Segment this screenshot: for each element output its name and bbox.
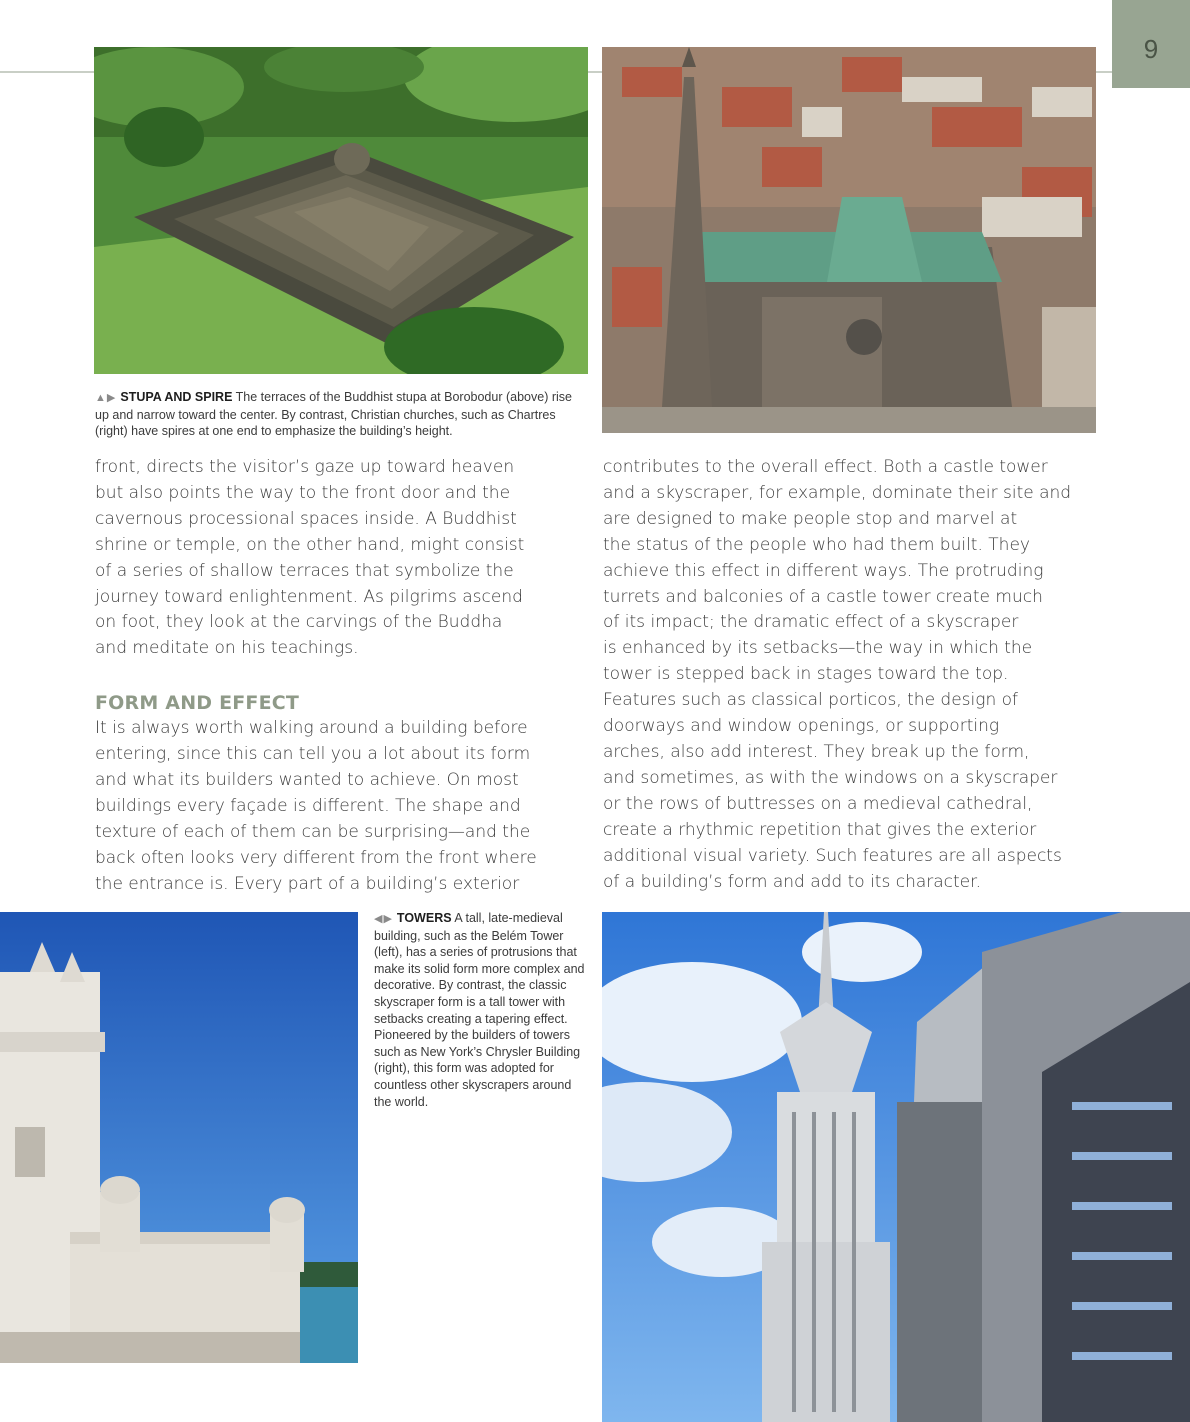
caption-arrows-icon: ◀▶ [374, 913, 393, 925]
page-number: 9 [1143, 34, 1159, 64]
caption-text: A tall, late-medieval building, such as the Belém Tower (left), has a series of protrusions that make its solid form more complex and decorative. By contrast, the classic skyscraper form is a tall tower with setbacks creating a tapering effect. Pioneered by the builders of towers such as New York’s Chrysler Building (right), this form was adopted for countless other skyscrapers around the world. [374, 911, 585, 1109]
page-number-tab [1112, 0, 1190, 88]
caption-arrows-icon: ▲▶ [95, 392, 117, 404]
left-column [95, 455, 565, 898]
left-paragraph-1: front, directs the visitor’s gaze up toward heaven but also points the way to the front door and the cavernous processional spaces inside. A Buddhist shrine or temple, on the other hand, might consist of a series of shallow terraces that symbolize the journey toward enlightenment. As pilgrims ascend on foot, they look at the carvings of the Buddha and meditate on his teachings. [95, 457, 525, 659]
caption-title: STUPA AND SPIRE [120, 390, 233, 404]
chrysler-building-photo [602, 912, 1190, 1422]
stupa-caption [95, 389, 575, 440]
left-paragraph-2: It is always worth walking around a building before entering, since this can tell you a lot about its form and what its builders wanted to achieve. On most buildings every façade is different. The shape and texture of each of them can be surprising—and the back often looks very different from the front where the entrance is. Every part of a building’s exterior [95, 718, 537, 894]
caption-title: TOWERS [396, 911, 452, 925]
borobudur-photo [94, 47, 588, 374]
caption-text: The terraces of the Buddhist stupa at Borobodur (above) rise up and narrow toward the center. By contrast, Christian churches, such as Chartres (right) have spires at one end to emphasize the building’s height. [95, 390, 572, 439]
chartres-photo [602, 47, 1096, 433]
right-paragraph: contributes to the overall effect. Both a castle tower and a skyscraper, for example, dominate their site and are designed to make people stop and marvel at the status of the people who had them built. They achieve this effect in different ways. The protruding turrets and balconies of a castle tower create much of its impact; the dramatic effect of a skyscraper is enhanced by its setbacks—the way in which the tower is stepped back in stages toward the top. Features such as classical porticos, the design of doorways and window openings, or supporting arches, also add interest. They break up the form, and sometimes, as with the windows on a skyscraper or the rows of buttresses on a medieval cathedral, create a rhythmic repetition that gives the exterior additional visual variety. Such features are all aspects of a building’s form and add to its character. [603, 457, 1072, 892]
towers-caption [374, 910, 592, 1110]
right-column [603, 455, 1083, 895]
belem-tower-photo [0, 912, 358, 1363]
section-heading: FORM AND EFFECT [95, 692, 300, 715]
